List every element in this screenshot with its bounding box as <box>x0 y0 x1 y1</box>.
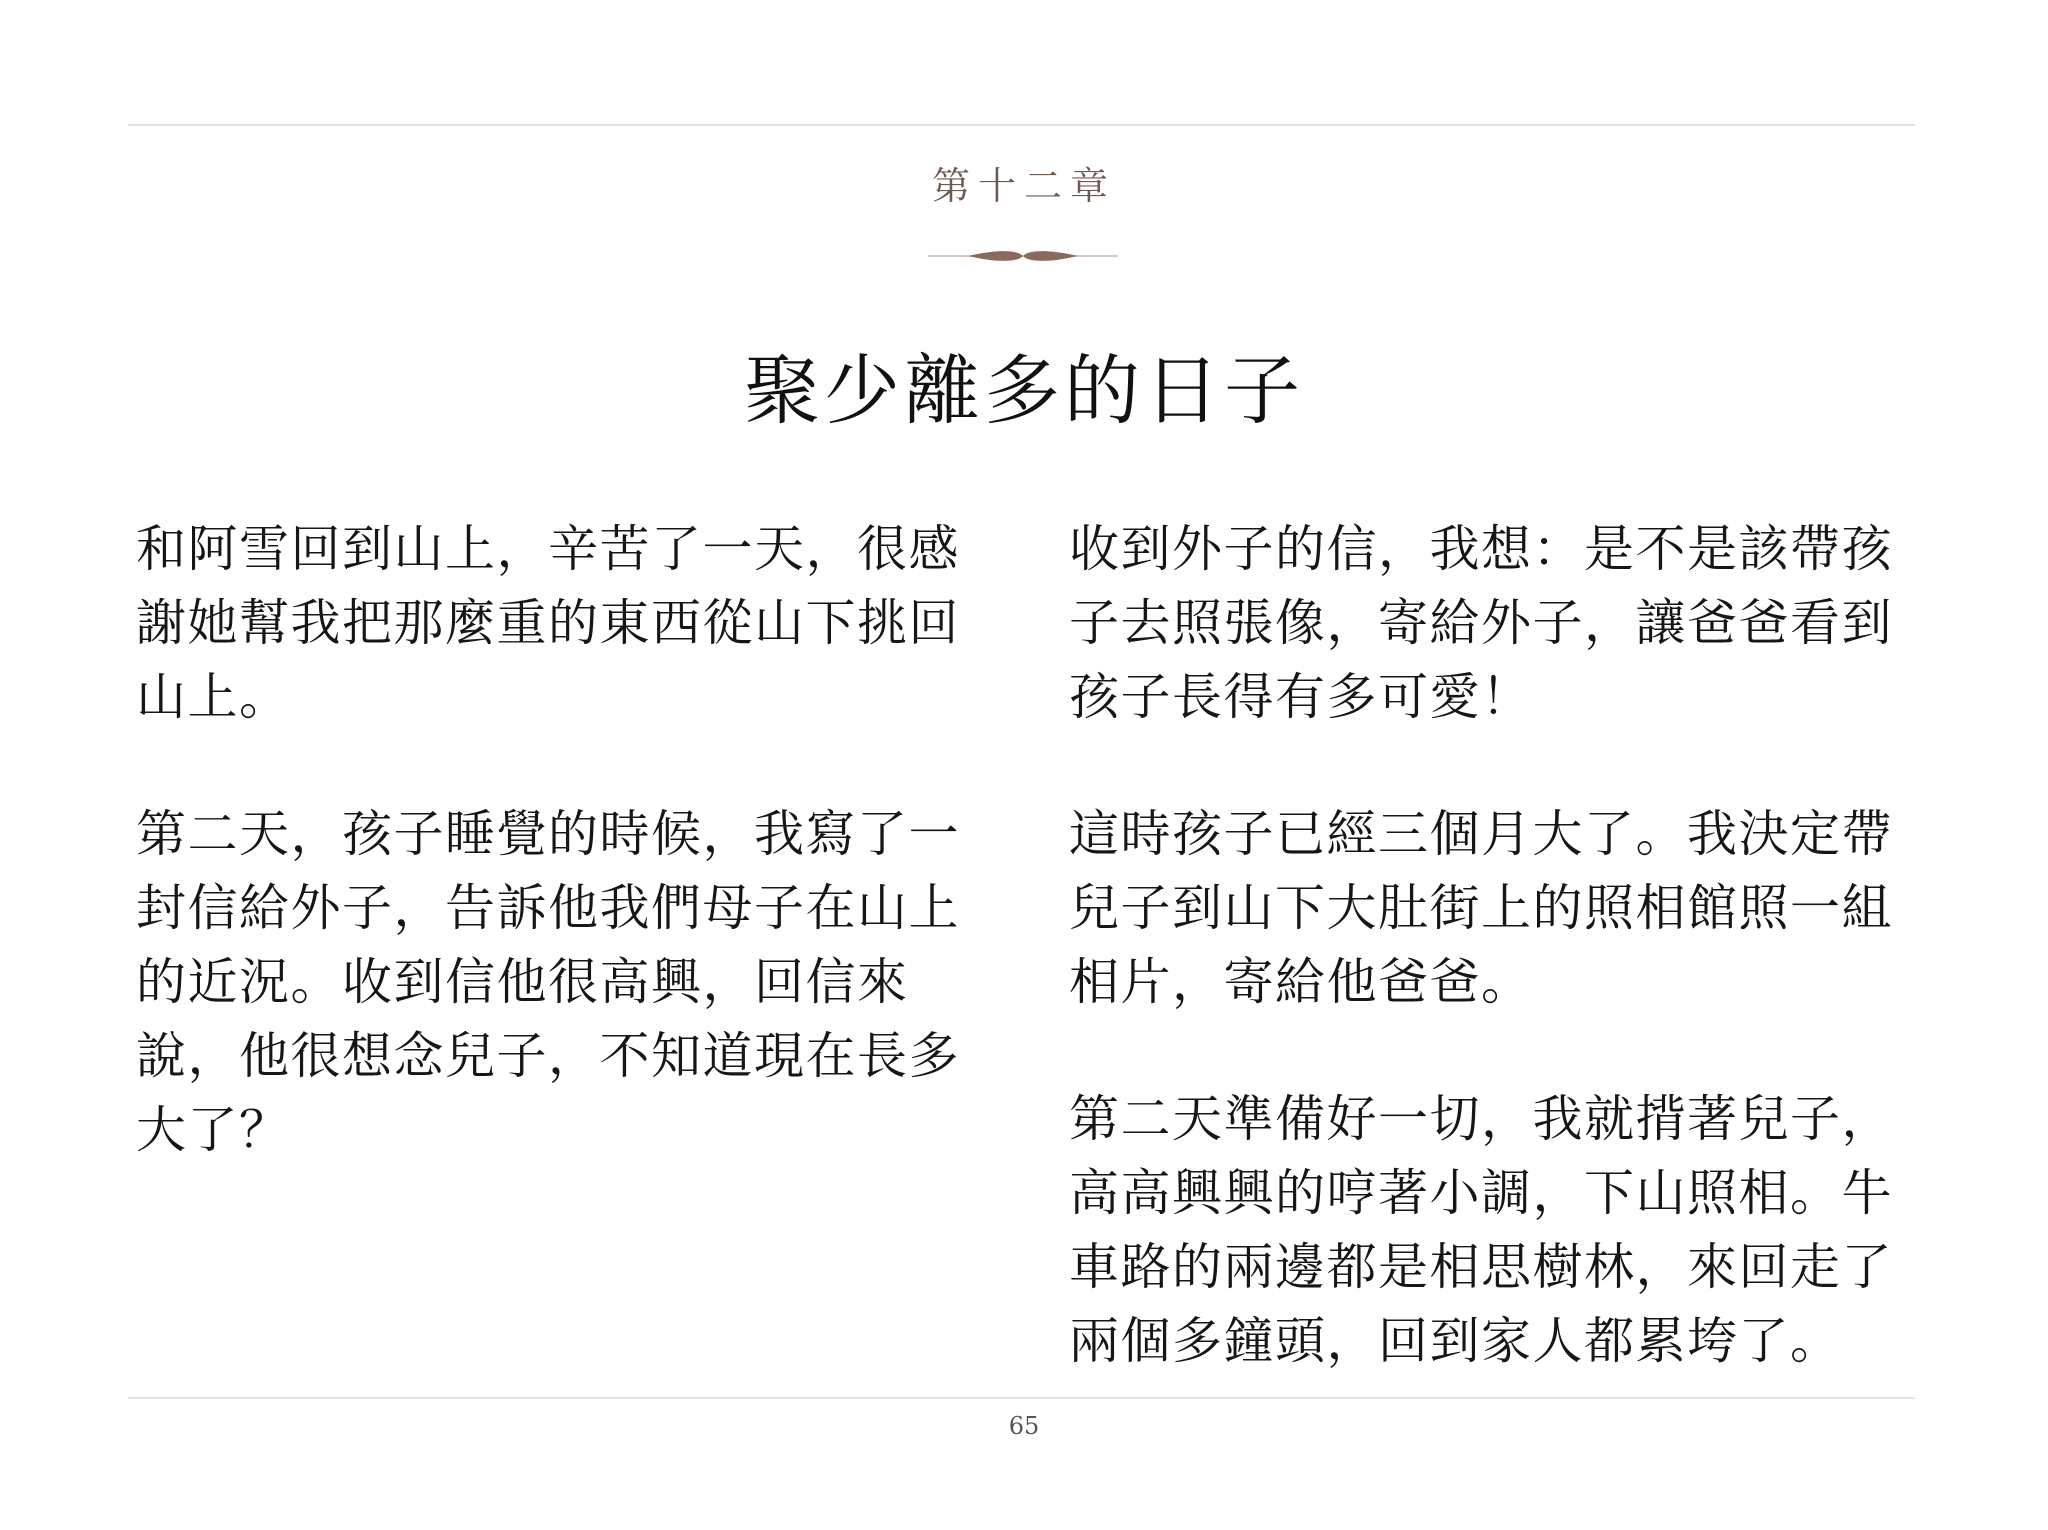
right-column <box>1069 512 1929 1441</box>
paragraph: 第二天準備好一切，我就揹著兒子，高高興興的哼著小調，下山照相。牛車路的兩邊都是相思樹林，來回走了兩個多鐘頭，回到家人都累垮了。 <box>1069 1090 1893 1370</box>
top-rule <box>128 124 1915 126</box>
chapter-label: 第十二章 <box>931 164 1116 208</box>
paragraph: 這時孩子已經三個月大了。我決定帶兒子到山下大肚街上的照相館照一組相片，寄給他爸爸。 <box>1069 805 1893 1011</box>
paragraph: 第二天，孩子睡覺的時候，我寫了一封信給外子，告訴他我們母子在山上的近況。收到信他很高興，回信來說，他很想念兒子，不知道現在長多大了？ <box>136 805 960 1159</box>
paragraph: 收到外子的信，我想：是不是該帶孩子去照張像，寄給外子，讓爸爸看到孩子長得有多可愛！ <box>1069 520 1893 726</box>
page-number: 65 <box>1008 1412 1040 1440</box>
bottom-rule <box>128 1397 1915 1399</box>
chapter-title: 聚少離多的日子 <box>744 346 1304 435</box>
left-column <box>136 512 996 1230</box>
ornament-divider-icon <box>928 246 1118 266</box>
paragraph: 和阿雪回到山上，辛苦了一天，很感謝她幫我把那麼重的東西從山下挑回山上。 <box>136 520 960 726</box>
